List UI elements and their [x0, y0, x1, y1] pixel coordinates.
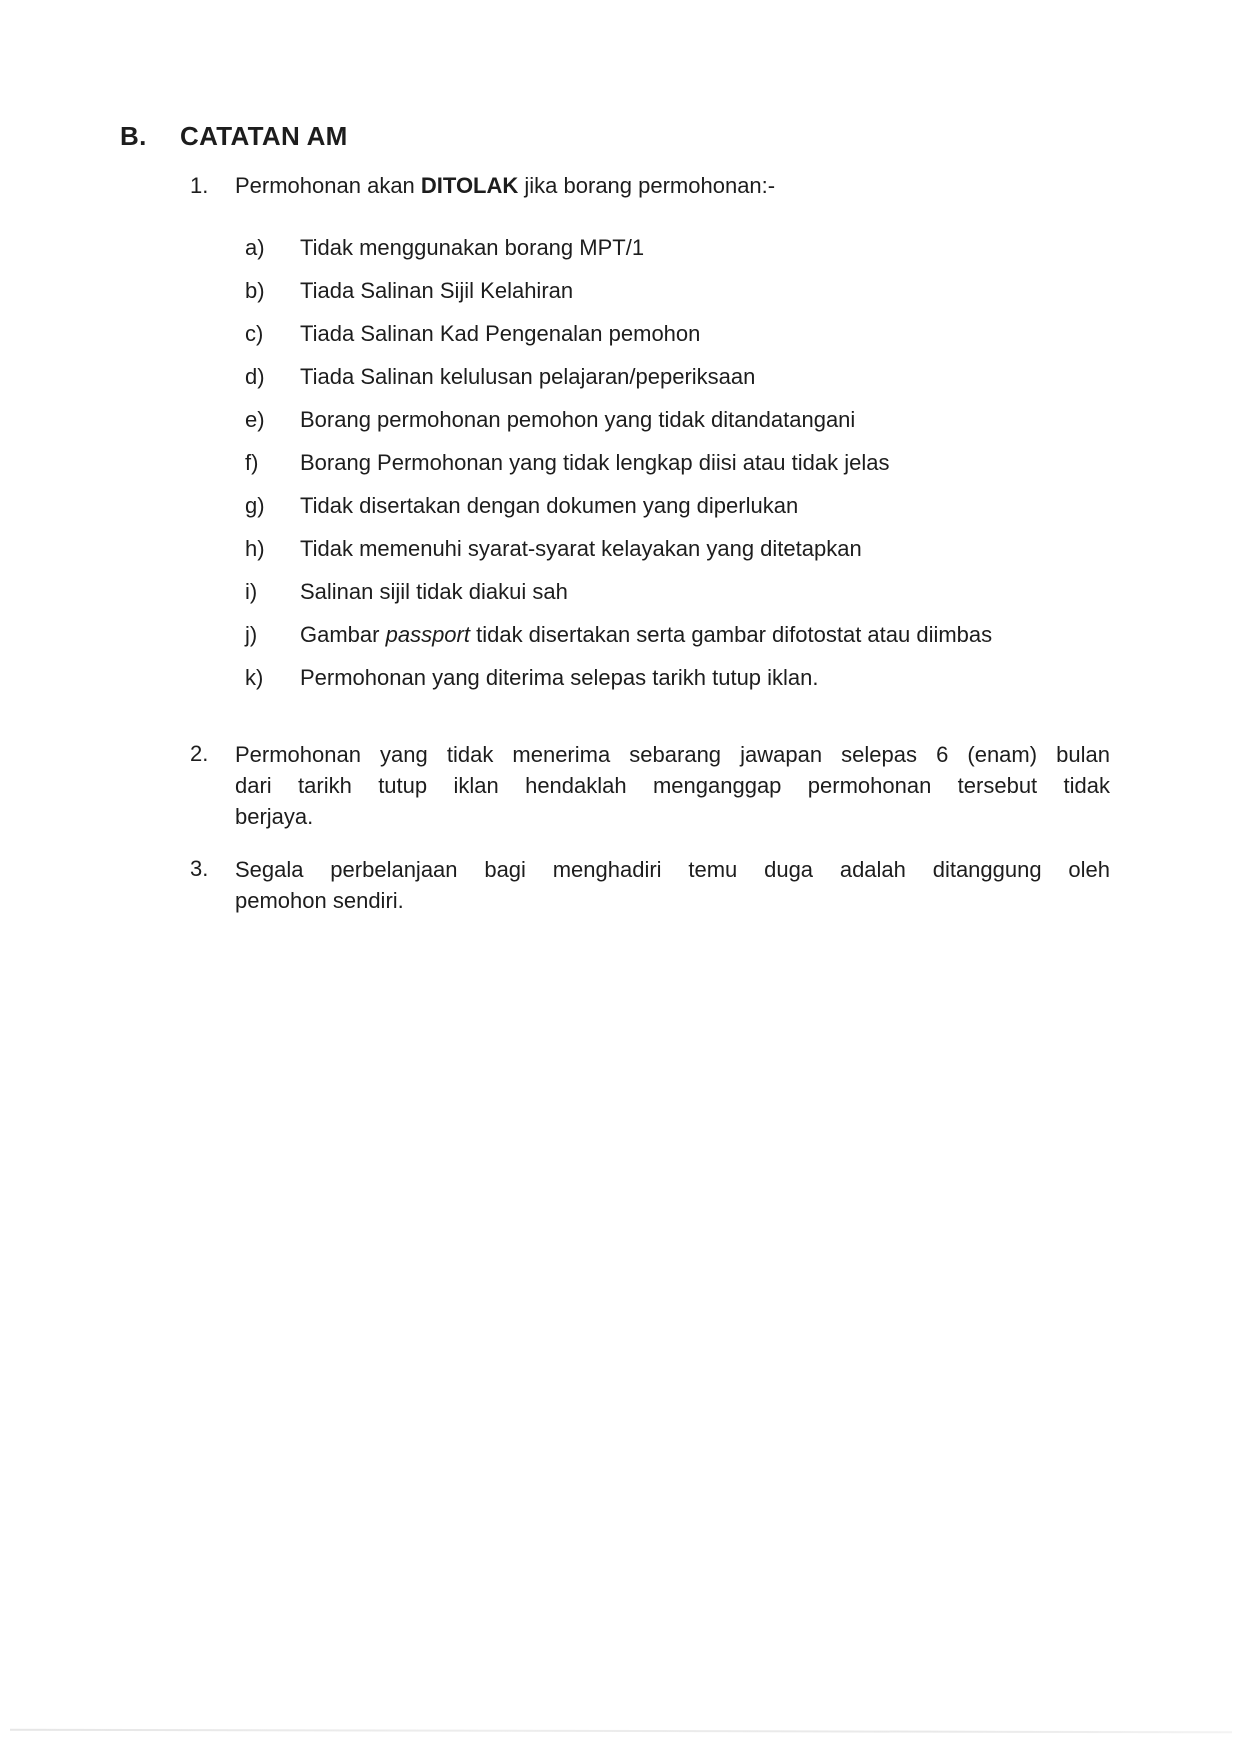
- list-item: [245, 234, 992, 262]
- item-letter: e): [245, 407, 265, 432]
- list-item: [245, 578, 992, 606]
- item-text: Borang Permohonan yang tidak lengkap diisi atau tidak jelas: [300, 450, 890, 475]
- item-text: Tiada Salinan Kad Pengenalan pemohon: [300, 321, 701, 346]
- item-number: 1.: [190, 173, 209, 198]
- item-text-italic: passport: [385, 622, 470, 647]
- item-letter: b): [245, 278, 265, 303]
- paragraph-line: dari tarikh tutup iklan hendaklah menganggap permohonan tersebut tidak: [235, 773, 1110, 798]
- item-letter: a): [245, 235, 265, 260]
- item-text: Tiada Salinan Sijil Kelahiran: [300, 278, 574, 303]
- item-text: Salinan sijil tidak diakui sah: [300, 579, 568, 604]
- item-letter: f): [245, 450, 259, 475]
- item-text: Tidak menggunakan borang MPT/1: [300, 235, 645, 260]
- section-heading: [120, 121, 348, 151]
- item-letter: g): [245, 493, 265, 518]
- rejection-reasons-list: [245, 234, 992, 707]
- item-text: Permohonan yang diterima selepas tarikh tutup iklan.: [300, 665, 819, 690]
- item-letter: c): [245, 321, 264, 346]
- item-letter: i): [245, 579, 258, 604]
- item-text: Tidak disertakan dengan dokumen yang diperlukan: [300, 493, 799, 518]
- section-label: B.: [120, 121, 147, 151]
- item-paragraph: [235, 854, 1110, 916]
- paragraph-line: Permohonan yang tidak menerima sebarang jawapan selepas 6 (enam) bulan: [235, 742, 1110, 767]
- item-text-pre: Gambar: [300, 622, 386, 647]
- item-letter: d): [245, 364, 265, 389]
- item-letter: k): [245, 665, 264, 690]
- list-item: [245, 492, 992, 520]
- numbered-item-1: [190, 171, 775, 201]
- item-text-post: jika borang permohonan:-: [518, 173, 776, 198]
- list-item: [245, 621, 992, 649]
- section-title: CATATAN AM: [180, 121, 348, 151]
- numbered-item-3: [190, 854, 1110, 916]
- item-text-post: tidak disertakan serta gambar difotostat atau diimbas: [469, 622, 993, 647]
- list-item: [245, 277, 992, 305]
- list-item: [245, 664, 992, 692]
- paragraph-line: pemohon sendiri.: [235, 888, 404, 913]
- list-item: [245, 320, 992, 348]
- item-number: 2.: [190, 741, 209, 766]
- item-text-pre: Permohonan akan: [235, 173, 421, 198]
- item-letter: h): [245, 536, 265, 561]
- item-text: [300, 621, 992, 649]
- item-number: 3.: [190, 856, 209, 881]
- page-scan-line: [10, 1729, 1232, 1734]
- list-item: [245, 535, 992, 563]
- item-text-bold: DITOLAK: [420, 173, 519, 198]
- item-text: [235, 171, 775, 201]
- list-item: [245, 449, 992, 477]
- item-text: Tidak memenuhi syarat-syarat kelayakan yang ditetapkan: [300, 536, 862, 561]
- list-item: [245, 406, 992, 434]
- item-text: Tiada Salinan kelulusan pelajaran/peperiksaan: [300, 364, 756, 389]
- item-paragraph: [235, 739, 1110, 832]
- list-item: [245, 363, 992, 391]
- item-text: Borang permohonan pemohon yang tidak ditandatangani: [300, 407, 856, 432]
- paragraph-line: berjaya.: [235, 804, 314, 829]
- numbered-item-2: [190, 739, 1110, 832]
- item-letter: j): [245, 622, 258, 647]
- paragraph-line: Segala perbelanjaan bagi menghadiri temu duga adalah ditanggung oleh: [235, 857, 1110, 882]
